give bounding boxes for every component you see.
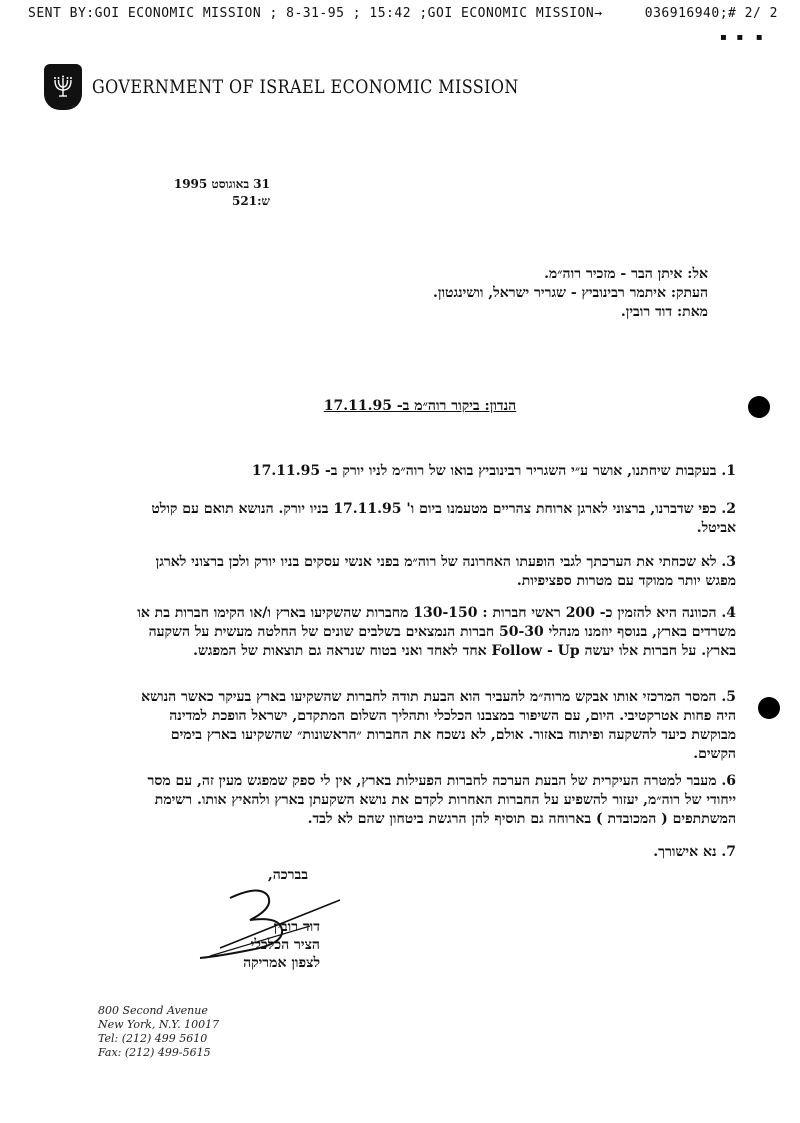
signature-block: [200, 918, 320, 972]
fax-header-page: 036916940;# 2/ 2: [644, 6, 778, 21]
footer-address: [98, 1004, 219, 1060]
from-line: מאת: דוד רובין.: [620, 304, 708, 320]
footer-tel: Tel: (212) 499 5610: [98, 1032, 208, 1045]
footer-street: 800 Second Avenue: [98, 1004, 208, 1017]
hole-punch-bottom: [758, 697, 780, 719]
signer-name: דוד רובין: [273, 919, 320, 935]
signer-region: לצפון אמריקה: [243, 955, 320, 971]
fax-header-sender: SENT BY:GOI ECONOMIC MISSION ; 8-31-95 ; 15:42 ;GOI ECONOMIC MISSION→: [28, 6, 603, 21]
reference-number: ש:521: [232, 194, 270, 208]
fax-transmission-header: [28, 6, 778, 21]
organization-name: GOVERNMENT OF ISRAEL ECONOMIC MISSION: [92, 76, 519, 98]
signer-title: הציר הכלכלי: [250, 937, 320, 953]
date-block: [170, 176, 270, 210]
paragraph-5: 5. המסר המרכזי אותו אבקש מרוה״מ להעביר הוא הבעת תודה לחברות שהשקיעו בארץ בעיקר כאשר הנושא היה פחות אטרקטיבי. היום, עם השיפור במצבנו הכלכלי ותהליך השלום המתקדם, ישראל הופכת למדינה מבוקשת כיעד להשקעה ופיתוח באזור. אולם, לא נשכח את החברות ״הראשונות״ שהשקיעו בארץ בימים הקשים.: [141, 689, 736, 762]
closing-greeting: בברכה,: [267, 867, 308, 883]
paragraph-1: 1. בעקבות שיחתנו, אושר ע״י השגריר רבינוביץ בואו של רוה״מ לניו יורק ב- 17.11.95: [251, 463, 736, 479]
paragraph-6: 6. מעבר למטרה העיקרית של הבעת הערכה לחברות הפעילות בארץ, אין לי ספק שמפגש מעין זה, עם מסר ייחודי של רוה״מ, יעזור להשפיע על החברות האחרות לקדם את נושא השקעתן בארץ ולהאיץ אותו. רשימת המשתתפים ( המכובדת ) בארוחה גם תוסיף להן הרגשת ביטחון שהם לא לבד.: [147, 773, 736, 827]
footer-fax: Fax: (212) 499-5615: [98, 1046, 211, 1059]
footer-city: New York, N.Y. 10017: [98, 1018, 220, 1031]
letter-date: 31 באוגוסט 1995: [173, 177, 270, 191]
scan-specks: ▪ ▪ ▪: [720, 32, 763, 43]
letterhead: [44, 64, 600, 110]
to-line: אל: איתן הבר - מזכיר רוה״מ.: [544, 266, 708, 282]
paragraph-3: 3. לא שכחתי את הערכתך לגבי הופעתו האחרונה של רוה״מ בפני אנשי עסקים בניו יורק ולכן ברצוני לארגן מפגש יותר ממוקד עם מטרות ספציפיות.: [155, 554, 736, 589]
hole-punch-top: [748, 396, 770, 418]
addressee-block: [328, 265, 708, 322]
paragraph-2: 2. כפי שדברנו, ברצוני לארגן ארוחת צהריים מטעמנו ביום ו' 17.11.95 בניו יורק. הנושא תואם עם קולט אביטל.: [151, 501, 736, 536]
paragraph-4: 4. הכוונה היא להזמין כ- 200 ראשי חברות : 130-150 מחברות שהשקיעו בארץ ו/או הקימו חברות בת או משרדים בארץ, בנוסף יוזמנו מנהלי 50-30 חברות הנמצאים בשלבים שונים של החלטה מעשית על השקעה בארץ. על חברות אלו יעשה Follow - Up אחד לאחד ואני בטוח שנראה גם תוצאות של המפגש.: [137, 605, 736, 659]
menorah-emblem-icon: [44, 64, 82, 110]
subject-line: הנדון: ביקור רוה״מ ב- 17.11.95: [323, 398, 517, 414]
cc-line: העתק: איתמר רבינוביץ - שגריר ישראל, וושינגטון.: [433, 285, 708, 301]
paragraph-7: 7. נא אישורך.: [653, 844, 736, 860]
